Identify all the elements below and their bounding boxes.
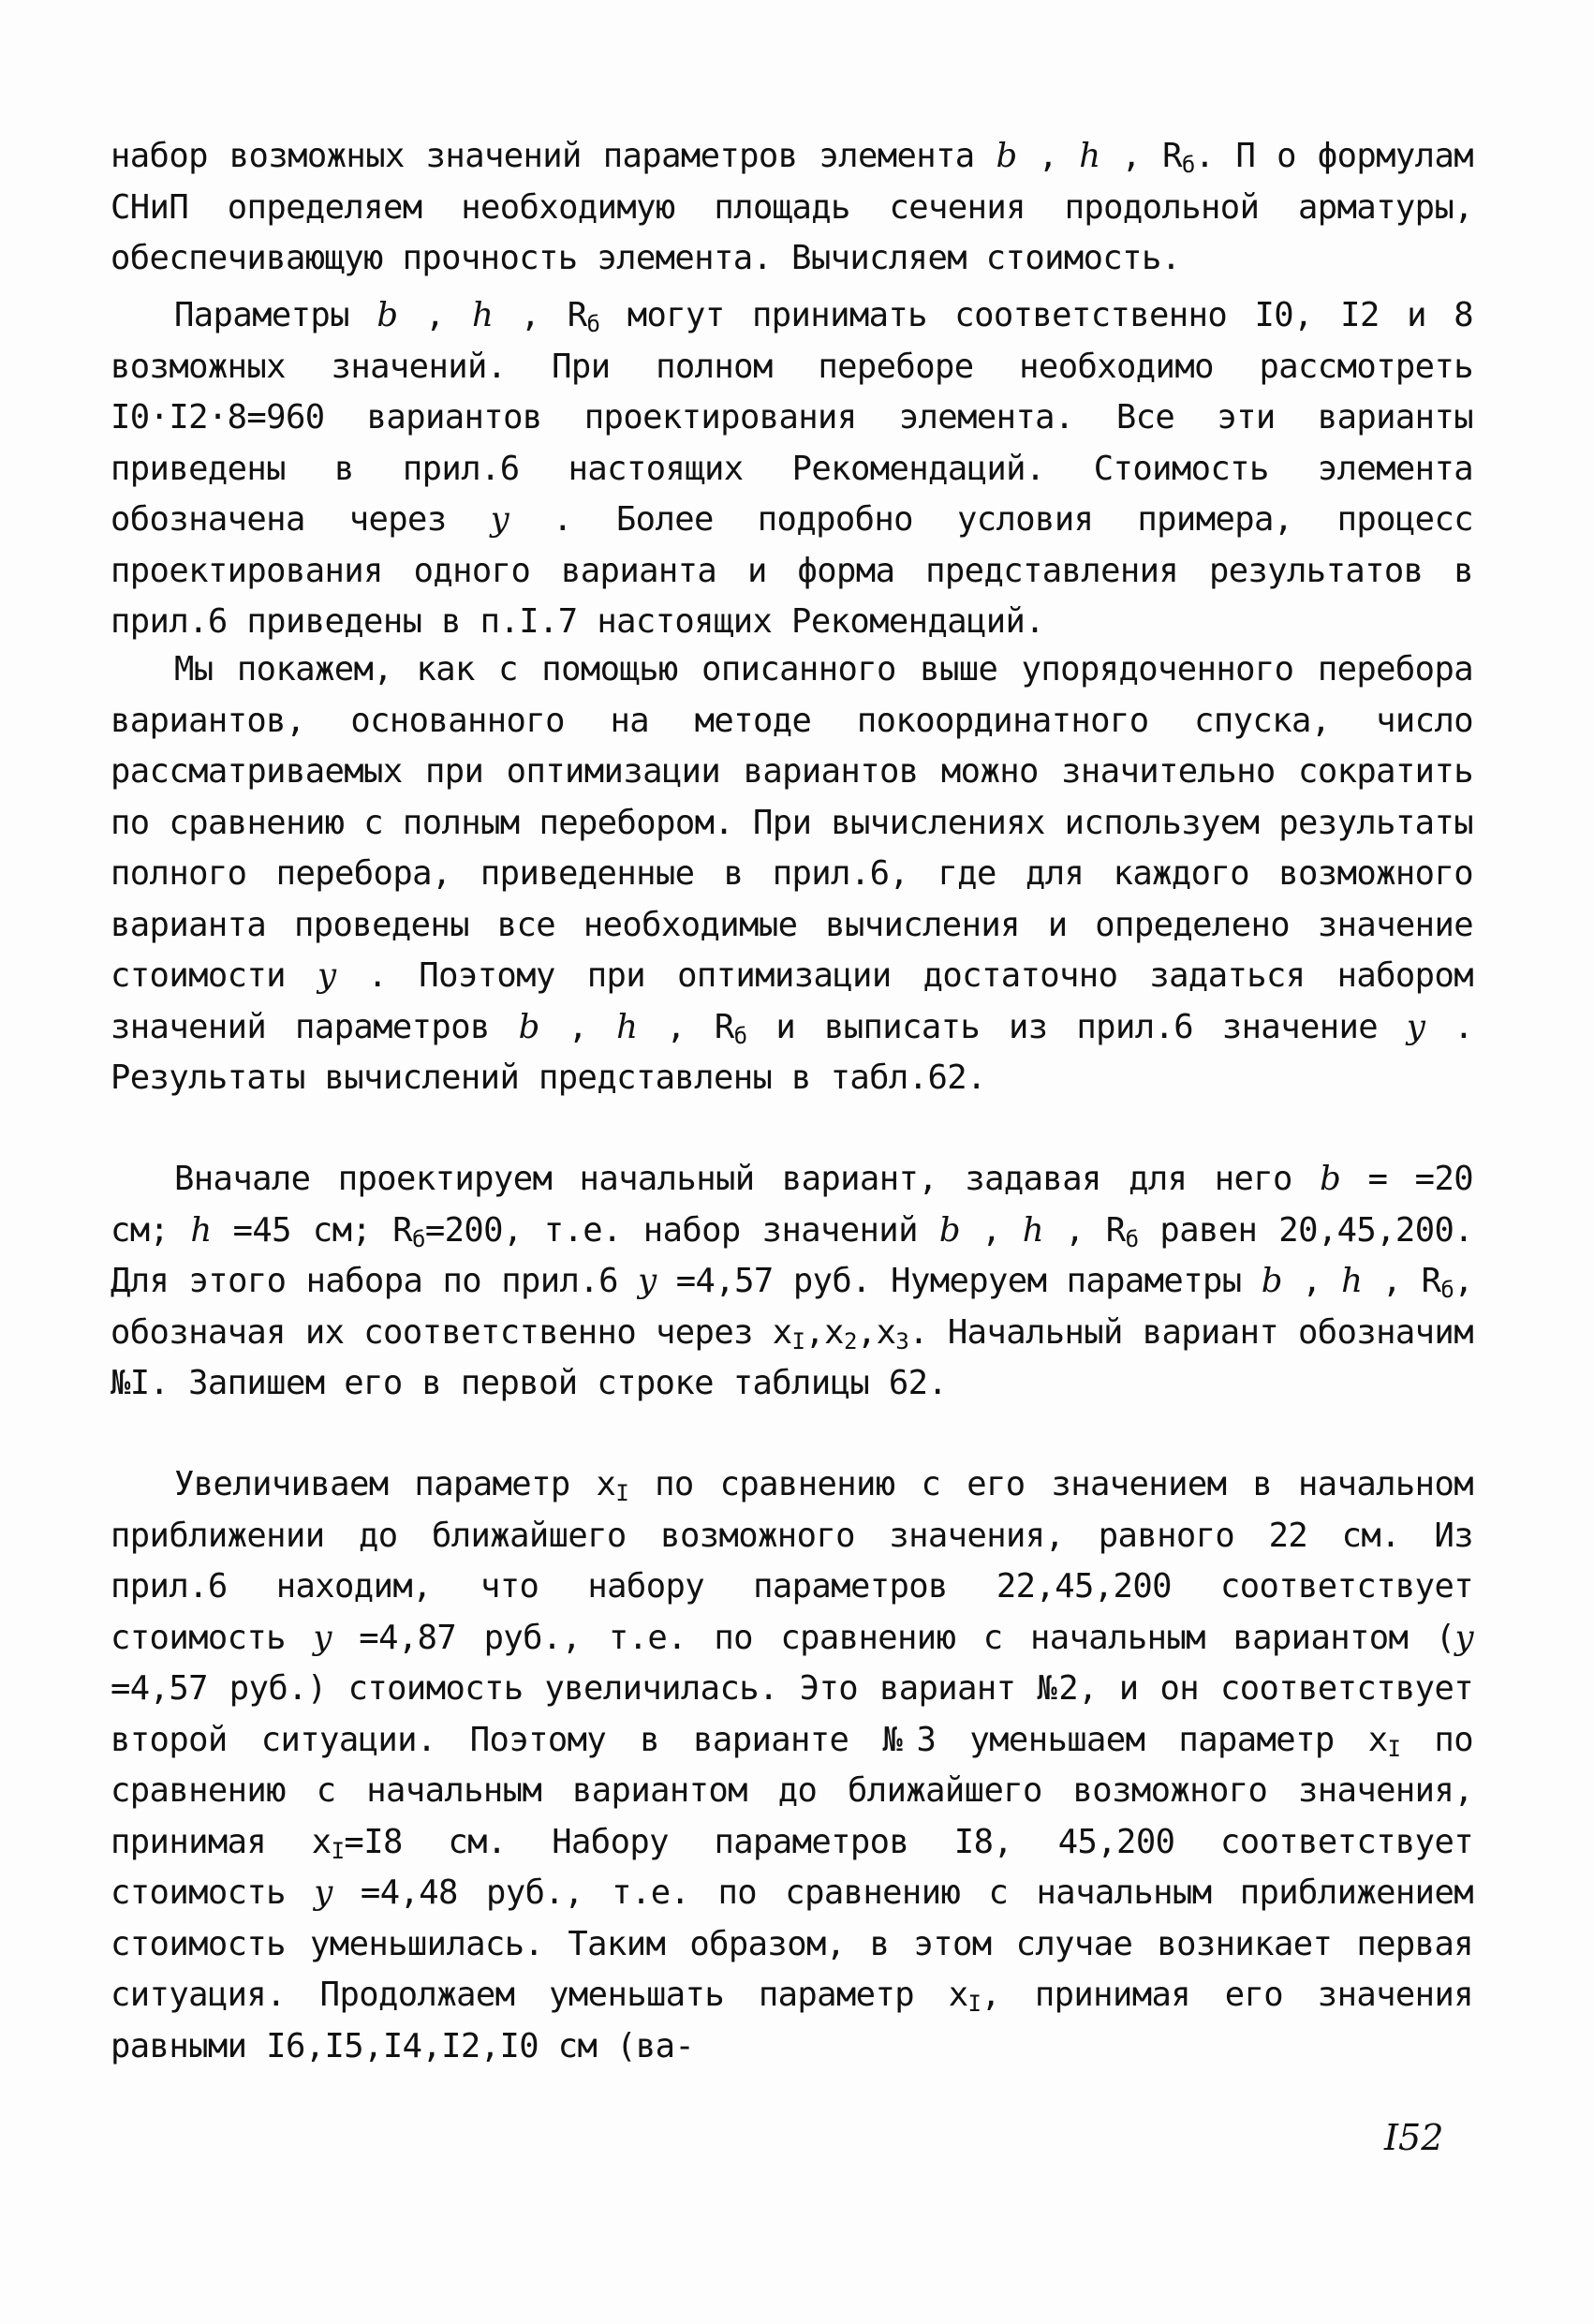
variable-y: y <box>313 1618 332 1657</box>
text: , R <box>1043 1210 1126 1250</box>
text: по сравнению с начальным вариантом до ближайшего возможного значения, принимая x <box>111 1720 1473 1861</box>
variable-h: h <box>1022 1210 1044 1250</box>
text: =I8 см. Набору параметров I8, 45,200 соответствует стоимость <box>111 1822 1474 1912</box>
page-number: I52 <box>1384 2117 1444 2158</box>
text: , принимая его значения равными I6,I5,I4,I2,I0 см (ва- <box>111 1976 1473 2065</box>
text: могут принимать соответственно I0, I2 и 8 возможных значений. При полном переборе необходимо рассмотреть I0·I2·8=960 вариантов проектирования элемента. Все эти варианты приведены в прил.6 настоящих Рекомендаций. Стоимость элемента обозначена через <box>111 296 1473 539</box>
subscript: б <box>1440 1277 1454 1303</box>
text: набор возможных значений параметров элемента <box>111 137 996 175</box>
variable-h: h <box>1341 1262 1363 1300</box>
variable-b: b <box>996 137 1017 175</box>
text: , R <box>1362 1262 1441 1300</box>
text: , <box>1016 137 1080 175</box>
text: равен 20,45,200. Для этого набора по прил.6 <box>111 1210 1474 1300</box>
variable-y: y <box>490 500 509 539</box>
variable-y: y <box>1406 1007 1425 1046</box>
paragraph-5 <box>111 1459 1473 2072</box>
text: . П о формулам СНиП определяем необходимую площадь сечения продольной арматуры, обеспечивающую прочность элемента. Вычисляем стоимость. <box>111 137 1473 277</box>
variable-b: b <box>1320 1160 1341 1198</box>
text: =4,57 руб. Нумеруем параметры <box>656 1262 1262 1300</box>
text: =45 см; R <box>211 1210 412 1250</box>
text: =4,48 руб., т.е. по сравнению с начальным приближением стоимость уменьшилась. Таким образом, в этом случае возникает первая ситуация. Продолжаем уменьшать параметр x <box>111 1873 1473 2014</box>
paragraph-3 <box>111 644 1473 1104</box>
subscript: б <box>412 1225 425 1252</box>
subscript: I <box>615 1480 629 1506</box>
text: , <box>1281 1262 1342 1300</box>
subscript: 2 <box>843 1327 857 1354</box>
variable-y: y <box>1454 1618 1473 1657</box>
text: . Результаты вычислений представлены в табл.62. <box>111 1007 1473 1097</box>
text: , обозначая их соответственно через x <box>111 1262 1473 1352</box>
variable-h: h <box>471 296 494 334</box>
text: и выписать из прил.6 значение <box>746 1007 1407 1046</box>
text: = =20 см; <box>111 1160 1474 1250</box>
subscript: I <box>1387 1735 1401 1762</box>
text: . Начальный вариант обозначим №I. Запишем его в первой строке таблицы 62. <box>111 1312 1473 1402</box>
variable-y: y <box>638 1262 657 1300</box>
text: Мы покажем, как с помощью описанного выше упорядоченного перебора вариантов, основанного на методе покоординатного спуска, число рассматриваемых при оптимизации вариантов можно значительно сократить по сравнению с полным перебором. При вычислениях используем результаты полного перебора, приведенные в прил.6, где для каждого возможного варианта проведены все необходимые вычисления и определено значение стоимости <box>111 650 1473 995</box>
subscript: I <box>967 1991 981 2017</box>
variable-h: h <box>1079 137 1100 175</box>
subscript: б <box>586 311 600 337</box>
text: , R <box>493 296 587 334</box>
text: =4,87 руб., т.е. по сравнению с начальным вариантом ( <box>331 1618 1455 1657</box>
variable-b: b <box>376 296 398 334</box>
text: . Более подробно условия примера, процесс проектирования одного варианта и форма представления результатов в прил.6 приведены в п.I.7 настоящих Рекомендаций. <box>111 500 1473 641</box>
text: =200, т.е. набор значений <box>424 1210 939 1250</box>
text: ,x <box>856 1312 896 1352</box>
subscript: I <box>331 1837 345 1864</box>
text: , <box>397 296 472 334</box>
paragraph-1 <box>111 131 1473 285</box>
paragraph-2 <box>111 290 1473 648</box>
text: , <box>959 1210 1023 1250</box>
text: ,x <box>804 1312 844 1352</box>
text: Вначале проектируем начальный вариант, задавая для него <box>174 1160 1321 1198</box>
text: . Поэтому при оптимизации достаточно задаться набором значений параметров <box>111 956 1474 1046</box>
variable-b: b <box>938 1210 960 1250</box>
text: =4,57 руб.) стоимость увеличилась. Это вариант №2, и он соответствует второй ситуации. Поэтому в варианте №3 уменьшаем параметр x <box>111 1669 1473 1759</box>
text: , <box>539 1007 617 1046</box>
variable-h: h <box>616 1007 638 1046</box>
paragraph-4 <box>111 1154 1473 1410</box>
variable-y: y <box>314 1873 332 1912</box>
text: Параметры <box>174 296 377 334</box>
subscript: б <box>1181 152 1195 178</box>
text: , R <box>637 1007 734 1046</box>
variable-y: y <box>317 956 336 995</box>
variable-h: h <box>190 1210 212 1250</box>
text: Увеличиваем параметр x <box>174 1465 616 1503</box>
subscript: I <box>791 1327 805 1354</box>
text: по сравнению с его значением в начальном приближении до ближайшего возможного значения, равного 22 см. Из прил.6 находим, что набору параметров 22,45,200 соответствует стоимость <box>111 1465 1473 1657</box>
subscript: 3 <box>895 1327 909 1354</box>
text: , R <box>1100 137 1182 175</box>
variable-b: b <box>518 1007 539 1046</box>
subscript: б <box>733 1022 747 1049</box>
subscript: б <box>1125 1225 1139 1252</box>
variable-b: b <box>1261 1262 1282 1300</box>
